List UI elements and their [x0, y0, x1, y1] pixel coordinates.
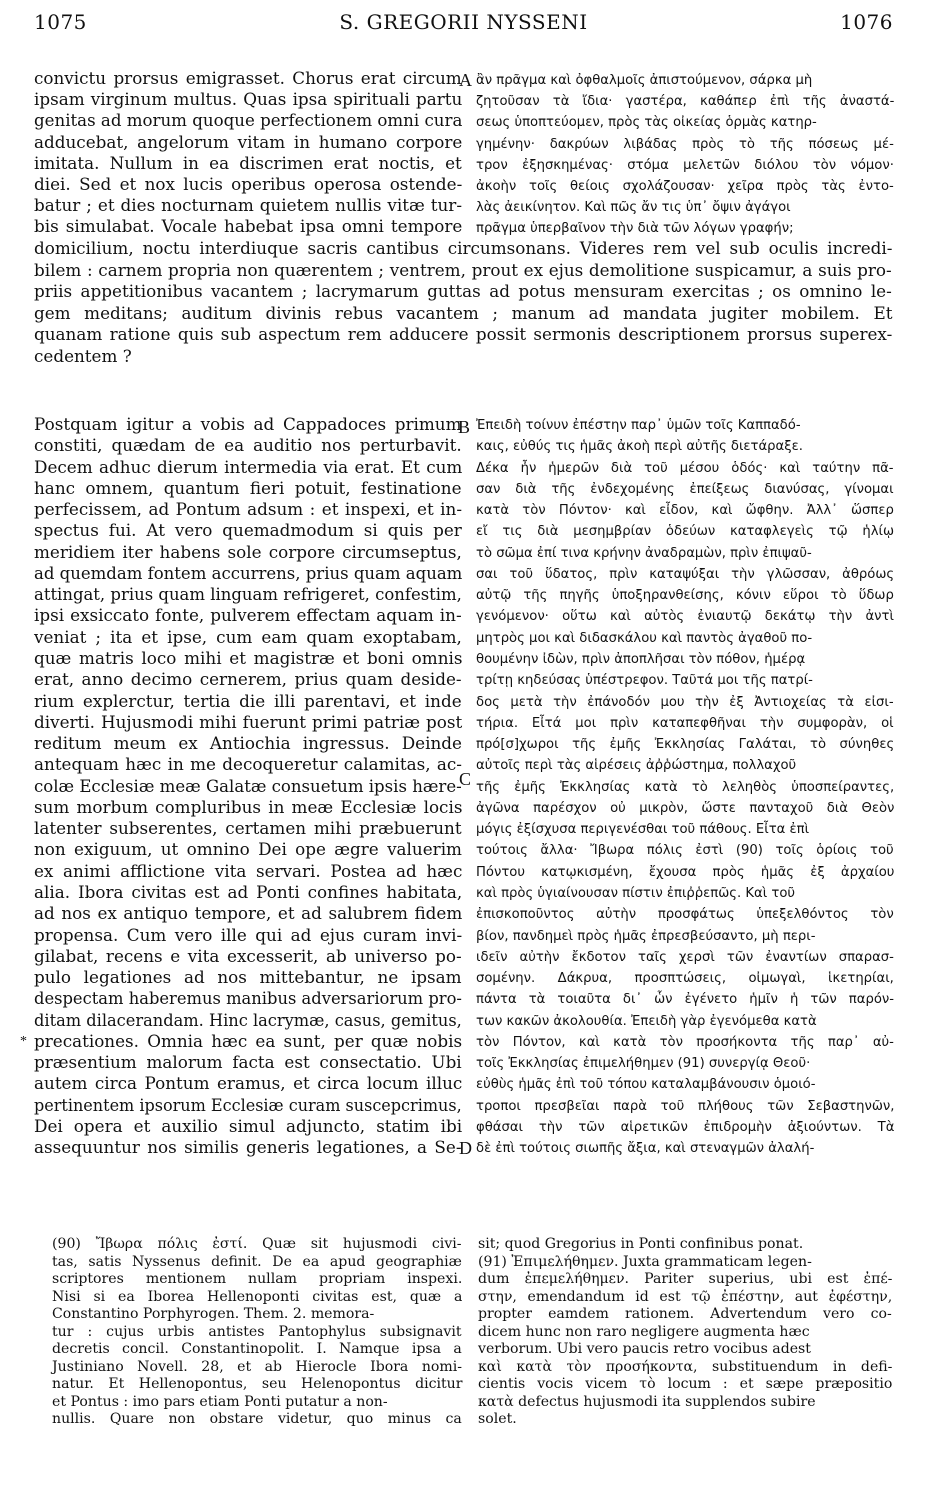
latin-line-top: diei. Sed et nox lucis operibus operosa ostende- — [34, 174, 463, 194]
latin-line-full: priis appetitionibus vacantem ; lacrymarum guttas ad potus mensuram exercitas ; os omnino le- — [34, 281, 892, 301]
latin-line: non exiguum, ut omnino Dei ope ægre valuerim — [34, 839, 462, 860]
greek-line: εὐθὺς ἡμᾶς ἐπὶ τοῦ τόπου καταλαμβάνουσιν ὁμοιό- — [476, 1077, 816, 1093]
section-marker-a: A — [459, 70, 472, 90]
greek-line: τὸν Πόντον, καὶ κατὰ τὸν προσήκοντα τῆς παρ᾽ αὐ- — [476, 1034, 894, 1050]
greek-line-top: ζητοῦσαν τὰ ἴδια· γαστέρα, καθάπερ ἐπὶ τῆς ἀναστά- — [476, 94, 895, 110]
footnote-line-left: Nisi si ea Iborea Hellenoponti civitas est, quæ a — [52, 1288, 463, 1305]
footnote-line-right: κατὰ defectus hujusmodi ita supplendos subire — [478, 1393, 816, 1410]
greek-line: εἴ τις διὰ μεσημβρίαν ὁδεύων καταφλεγεὶς τῷ ἡλίῳ — [476, 524, 895, 540]
footnote-line-right: sit; quod Gregorius in Ponti confinibus ponat. — [478, 1236, 804, 1252]
greek-line: βίον, πανδημεὶ πρὸς ἡμᾶς ἐπρεσβεύσαντο, μὴ περι- — [476, 928, 816, 944]
greek-line: καὶ πρὸς ὑγιαίνουσαν πίστιν ἐπιῤῥεπῶς. Καὶ τοῦ — [476, 885, 796, 901]
latin-line: constiti, quædam de ea auditio nos perturbavit. — [34, 435, 462, 456]
running-title: S. GREGORII NYSSENI — [339, 10, 588, 34]
latin-line: ditam dilacerandam. Hinc lacrymæ, casus, gemitus, — [34, 1009, 462, 1030]
greek-line: τρίτῃ κηδεύσας ὑπέστρεφον. Ταῦτά μοι τῆς πατρί- — [476, 673, 813, 689]
latin-line: attingat, prius quam linguam refrigeret, confestim, — [34, 584, 462, 605]
greek-line: τροποι πρεσβεῖαι παρὰ τοῦ πλήθους τῶν Σεβαστηνῶν, — [476, 1098, 895, 1114]
greek-line: αὐτῷ τῆς πηγῆς ὑποξηρανθείσης, κόνιν εὕροι τὸ ὕδωρ — [476, 588, 894, 604]
greek-line: Πόντου κατῳκισμένη, ἔχουσα πρὸς ἡμᾶς ἐξ ἀρχαίου — [476, 864, 895, 880]
greek-line: μητρὸς μοι καὶ διδασκάλου καὶ παντὸς ἀγαθοῦ πο- — [476, 630, 813, 646]
latin-line: reditum meum ex Antiochia ingressus. Deinde — [34, 733, 462, 753]
greek-line-top: τρον ἐξησκημένας· στόμα μελετῶν διόλου τὸν νόμον· — [476, 157, 894, 173]
footnote-line-right: dum ἐπεμελήθημεν. Pariter superius, ubi est ἐπέ- — [478, 1271, 893, 1287]
greek-line-top: ἂν πρᾶγμα καὶ ὀφθαλμοῖς ἀπιστούμενον, σάρκα μὴ — [476, 73, 813, 88]
latin-line-full: cedentem ? — [34, 345, 132, 366]
greek-line: δος μετὰ τὴν ἐπάνοδόν μου τὴν ἐξ Ἀντιοχείας τὰ εἰσι- — [476, 694, 894, 710]
latin-line: ipsi exsiccato fonte, pulverem effectam aquam in- — [34, 605, 462, 626]
greek-line-top: γημένην· δακρύων λιβάδας πρὸς τὸ τῆς πόσεως μέ- — [476, 136, 894, 152]
greek-line: καις, εὐθύς τις ἡμᾶς ἀκοὴ περὶ αὐτῆς διετάραξε. — [476, 439, 803, 455]
greek-line: σαι τοῦ ὕδατος, πρὶν καταψύξαι τὴν γλῶσσαν, ἀθρόως — [476, 566, 895, 582]
latin-line: diverti. Hujusmodi mihi fuerunt primi patriæ post — [34, 711, 463, 732]
footnote-line-left: decretis concil. Constantinopolit. I. Namque ipsa a — [52, 1341, 462, 1357]
greek-line: τοῖς Ἐκκλησίας ἐπιμελήθημεν (91) συνεργίᾳ Θεοῦ· — [476, 1056, 811, 1072]
latin-line-top: genitas ad morum quoque perfectionem omni cura — [34, 110, 463, 131]
footnote-line-right: propter eamdem rationem. Advertendum vero co- — [478, 1306, 892, 1322]
section-marker-d: D — [459, 1138, 472, 1158]
latin-line: despectam haberemus manibus adversariorum pro- — [34, 988, 462, 1009]
greek-line: ιδεῖν αὐτὴν ἔκδοτον ταῖς χερσὶ τῶν ἐναντίων σπαρασ- — [476, 949, 894, 965]
latin-line: propensa. Cum vero ille qui ad ejus curam invi- — [34, 924, 463, 945]
section-marker-c: C — [459, 769, 472, 789]
greek-line: δὲ ἐπὶ τούτοις σιωπῆς ἄξια, καὶ στεναγμῶν ἀλαλή- — [476, 1141, 815, 1157]
latin-line: Dei opera et auxilio simul adjuncto, statim ibi — [34, 1115, 463, 1136]
latin-line-full: gem meditans; auditum divinis rebus vacantem ; manum ad mandata jugiter mobilem. Et — [34, 302, 893, 323]
footnote-line-left: Justiniano Novell. 28, et ab Hierocle Ibora nomi- — [52, 1358, 463, 1375]
greek-line-top: πρᾶγμα ὑπερβαῖνον τὴν διὰ τῶν λόγων γραφήν; — [476, 221, 794, 237]
footnote-line-right: verborum. Ubi vero paucis retro vocibus adest — [478, 1341, 811, 1357]
right-page-number: 1076 — [840, 10, 893, 34]
footnote-line-right: (91) Ἐπιμελήθημεν. Juxta grammaticam legen- — [478, 1253, 812, 1270]
latin-line: antequam hæc in me decoqueretur calamitas, ac- — [34, 754, 462, 775]
greek-line: γενόμενον· οὕτω καὶ αὐτὸς ἐνιαυτῷ δεκάτῳ τὴν ἀντὶ — [476, 609, 894, 625]
greek-line: πρό[σ]χωροι τῆς ἐμῆς Ἐκκλησίας Γαλάται, τὸ σύνηθες — [476, 737, 895, 752]
latin-line-top: adducebat, angelorum vitam in humano corpore — [34, 131, 463, 152]
footnote-line-right: καὶ κατὰ τὸν προσήκοντα, substituendum in defi- — [478, 1358, 893, 1375]
latin-line-top: imitata. Nullum in ea discrimen erat noctis, et — [34, 152, 462, 173]
latin-line: præsentium malorum facta est consectatio. Ubi — [34, 1052, 462, 1073]
greek-line-top: ἀκοὴν τοῖς θείοις σχολάζουσαν· χεῖρα πρὸς τὰς ἐντο- — [476, 179, 894, 194]
greek-line: τὸ σῶμα ἐπί τινα κρήνην ἀναδραμὼν, πρὶν ἐπιψαῦ- — [476, 545, 812, 561]
latin-line: meridiem iter habens sole corpore circumseptus, — [34, 541, 462, 562]
greek-line: Ἐπειδὴ τοίνυν ἐπέστην παρ᾽ ὑμῶν τοῖς Καππαδό- — [476, 418, 801, 433]
greek-line: μόγις ἐξίσχυσα περιγενέσθαι τοῦ πάθους. Εἶτα ἐπὶ — [476, 822, 810, 838]
footnote-line-right: dicem hunc non raro negligere augmenta hæc — [478, 1323, 810, 1340]
greek-line: φθάσαι τὴν τῶν αἱρετικῶν ἐπιδρομὴν ἀξιούντων. Τὰ — [476, 1119, 895, 1135]
greek-line: ἀγῶνα παρέσχον οὐ μικρὸν, ὥστε πανταχοῦ διὰ Θεὸν — [476, 800, 895, 816]
greek-line: τῆς ἐμῆς Ἐκκλησίας κατὰ τὸ λεληθὸς ὑποσπείραντες, — [476, 779, 895, 795]
latin-line: pertinentem ipsorum Ecclesiæ curam suscepcrimus, — [34, 1094, 462, 1115]
latin-line: precationes. Omnia hæc ea sunt, per quæ nobis — [34, 1030, 463, 1051]
greek-line: θουμένην ἰδὼν, πρὶν ἀποπλῆσαι τὸν πόθον, ἡμέρᾳ — [476, 652, 806, 667]
latin-line: perfecissem, ad Pontum adsum : et inspexi, et in- — [34, 499, 463, 520]
footnote-line-left: tas, satis Nyssenus definit. De ea apud geographiæ — [52, 1253, 462, 1270]
latin-line: ex animi afflictione vita servari. Postea ad hæc — [34, 860, 463, 881]
latin-line-top: ipsam virginum multus. Quas ipsa spirituali partu — [34, 89, 463, 110]
latin-line: rium explerctur, tertia die illi parentavi, et inde — [34, 690, 462, 711]
latin-line: colæ Ecclesiæ meæ Galatæ consuetum ipsis hære- — [34, 775, 462, 796]
footnote-line-left: Constantino Porphyrogen. Them. 2. memora- — [52, 1306, 375, 1322]
greek-line: σομένην. Δάκρυα, προσπτώσεις, οἰμωγαὶ, ἱκετηρίαι, — [476, 971, 894, 986]
footnote-line-left: et Pontus : imo pars etiam Ponti putatur a non- — [52, 1393, 388, 1410]
latin-line: spectus fui. At vero quemadmodum si quis per — [34, 520, 462, 541]
page-header — [34, 10, 893, 40]
latin-line-full: quanam ratione quis sub aspectum rem adducere possit sermonis descriptionem prorsus superex- — [34, 324, 893, 344]
footnote-line-right: στην, emendandum id est τῷ ἐπέστην, aut ἐφέστην, — [478, 1288, 893, 1305]
footnote-line-left: tur : cujus urbis antistes Pantophylus subsignavit — [52, 1323, 462, 1340]
latin-line: erat, anno decimo cernerem, prius quam deside- — [34, 669, 462, 690]
latin-line: ad quemdam fontem accurrens, prius quam aquam — [34, 562, 463, 583]
latin-line: autem circa Pontum eramus, et circa locum illuc — [34, 1073, 463, 1094]
greek-line: πάντα τὰ τοιαῦτα δι᾽ ὧν ἐγένετο ἡμῖν ἡ τῶν παρόν- — [476, 992, 895, 1008]
margin-asterisk: * — [20, 1034, 27, 1049]
latin-line: hanc omnem, quantum fieri potuit, festinatione — [34, 477, 462, 498]
greek-line-top: σεως ὑποπτεύομεν, πρὸς τὰς οἰκείας ὁρμὰς κατηρ- — [476, 115, 817, 131]
latin-line: Decem adhuc dierum intermedia via erat. Et cum — [34, 456, 463, 477]
footnote-line-left: scriptores mentionem nullam propriam inspexi. — [52, 1271, 463, 1287]
latin-line: sum morbum compluribus in meæ Ecclesiæ locis — [34, 796, 463, 817]
latin-line: assequuntur nos similis generis legationes, a Se- — [34, 1137, 462, 1158]
footnote-line-right: solet. — [478, 1411, 517, 1427]
left-page-number: 1075 — [34, 10, 87, 34]
latin-line: gilabat, recens e vita excesserit, ab universo po- — [34, 945, 462, 966]
greek-line: των κακῶν ἀκολουθία. Ἐπειδὴ γὰρ ἐγενόμεθα κατὰ — [476, 1013, 817, 1029]
footnote-line-left: natur. Et Hellenopontus, seu Helenopontus dicitur — [52, 1376, 463, 1392]
greek-line: κατὰ τὸν Πόντον· καὶ εἶδον, καὶ ὤφθην. Ἀλλ᾽ ὥσπερ — [476, 503, 894, 519]
footnote-line-left: (90) Ἴβωρα πόλις ἐστί. Quæ sit hujusmodi civi- — [52, 1236, 462, 1252]
latin-line-full: domicilium, noctu interdiuque sacris cantibus circumsonans. Videres rem vel sub oculis incredi- — [34, 238, 893, 258]
footnote-line-right: cientis vocis vicem τὸ locum : et sæpe præpositio — [478, 1376, 893, 1392]
latin-line: latenter subserentes, certamen mihi præbuerunt — [34, 818, 462, 839]
greek-line: σαν διὰ τῆς ἐνδεχομένης ἐπείξεως διανύσας, γίνομαι — [476, 481, 894, 497]
latin-line-full: bilem : carnem propria non quærentem ; ventrem, prout ex ejus demolitione suspicamur, a suis pro- — [34, 259, 892, 280]
latin-line: quæ matris loco mihi et magistræ et boni omnis — [34, 648, 463, 668]
latin-line: ad nos ex antiquo tempore, et ad salubrem fidem — [34, 903, 463, 924]
latin-line: Postquam igitur a vobis ad Cappadoces primum — [34, 414, 462, 434]
greek-line: τούτοις ἄλλα· Ἴβωρα πόλις ἐστὶ (90) τοῖς ὁρίοις τοῦ — [476, 843, 894, 859]
latin-line-top: batur ; et dies nocturnam quietem nullis vitæ tur- — [34, 195, 462, 216]
latin-line: veniat ; ita et ipse, cum eam quam exoptabam, — [34, 626, 462, 647]
latin-line-top: bis simulabat. Vocale habebat ipsa omni tempore — [34, 216, 463, 237]
section-marker-b: B — [458, 417, 471, 437]
greek-line: ἐπισκοποῦντος αὐτὴν προσφάτως ὑπεξελθόντος τὸν — [476, 907, 894, 923]
greek-line: αὐτοῖς περὶ τὰς αἱρέσεις ἀῤῥώστημα, πολλαχοῦ — [476, 758, 797, 774]
latin-line-top: convictu prorsus emigrasset. Chorus erat circum — [34, 68, 462, 88]
footnote-line-left: nullis. Quare non obstare videtur, quo minus ca — [52, 1411, 462, 1427]
latin-line: pulo legationes ad nos mittebantur, ne ipsam — [34, 967, 462, 987]
greek-line: Δέκα ἦν ἡμερῶν διὰ τοῦ μέσου ὁδός· καὶ ταύτην πᾶ- — [476, 460, 894, 476]
greek-line: τήρια. Εἶτά μοι πρὶν καταπεφθῆναι τὴν συμφορὰν, οἱ — [476, 715, 894, 731]
greek-line-top: λὰς ἀεικίνητον. Καὶ πῶς ἄν τις ὑπ᾽ ὄψιν ἀγάγοι — [476, 200, 791, 216]
latin-line: alia. Ibora civitas est ad Ponti confines habitata, — [34, 881, 463, 902]
